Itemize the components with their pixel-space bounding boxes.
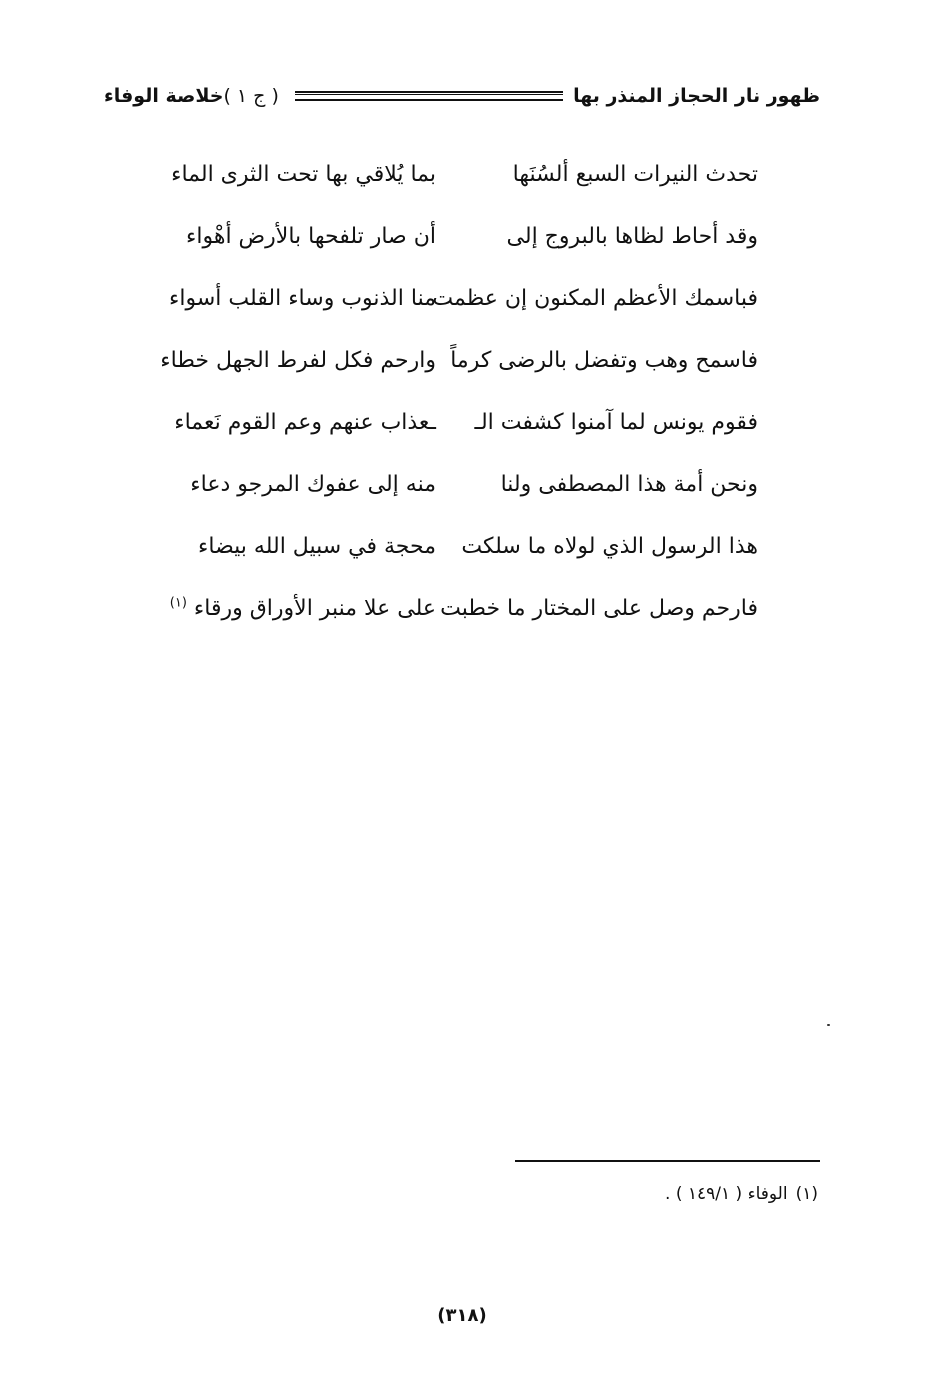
- verse-second-hemistich: وارحم فكل لفرط الجهل خطاء: [160, 348, 436, 373]
- header-volume: ( ج ١ ): [223, 85, 279, 107]
- verse-first-hemistich: تحدث النيرات السبع ألسُنَها: [512, 162, 758, 187]
- verse-first-hemistich: فاسمح وهب وتفضل بالرضى كرماً: [450, 348, 758, 373]
- verse-second-hemistich: ـعذاب عنهم وعم القوم نَعماء: [174, 410, 436, 435]
- poem-verse: [150, 274, 770, 336]
- verse-first-hemistich: فقوم يونس لما آمنوا كشفت الـ: [474, 410, 758, 435]
- verse-first-hemistich: فارحم وصل على المختار ما خطبت: [440, 596, 758, 621]
- poem-verse: [150, 212, 770, 274]
- header-divider: [295, 91, 563, 101]
- verse-second-hemistich: [169, 592, 436, 626]
- verse-second-hemistich: بما يُلاقي بها تحت الثرى الماء: [171, 162, 436, 187]
- verse-second-text: على علا منبر الأوراق ورقاء: [193, 596, 436, 621]
- verse-first-hemistich: وقد أحاط لظاها بالبروج إلى: [506, 224, 758, 249]
- poem-verse: [150, 460, 770, 522]
- verse-second-hemistich: منا الذنوب وساء القلب أسواء: [169, 286, 436, 311]
- verse-second-hemistich: منه إلى عفوك المرجو دعاء: [190, 472, 436, 497]
- scan-speck: [827, 1024, 830, 1026]
- footnote-text: الوفاء ( ١٤٩/١ ) .: [665, 1184, 788, 1204]
- footnote-divider: [515, 1160, 820, 1162]
- poem: [150, 150, 770, 646]
- footnote-reference[interactable]: (١): [169, 595, 187, 611]
- verse-first-hemistich: هذا الرسول الذي لولاه ما سلكت: [461, 534, 758, 559]
- header-book-title: خلاصة الوفاء: [104, 85, 224, 107]
- verse-second-hemistich: أن صار تلفحها بالأرض أهْواء: [186, 224, 436, 249]
- poem-verse: [150, 584, 770, 646]
- header-chapter-title: ظهور نار الحجاز المنذر بها: [573, 85, 820, 107]
- poem-verse: [150, 398, 770, 460]
- verse-second-hemistich: محجة في سبيل الله بيضاء: [198, 534, 436, 559]
- poem-verse: [150, 522, 770, 584]
- poem-verse: [150, 336, 770, 398]
- footnote-marker: (١): [795, 1184, 818, 1204]
- page-number: (٣١٨): [437, 1305, 487, 1326]
- poem-verse: [150, 150, 770, 212]
- verse-first-hemistich: فباسمك الأعظم المكنون إن عظمت: [432, 286, 758, 311]
- footnote: [498, 1180, 818, 1208]
- running-header: [104, 80, 820, 112]
- verse-first-hemistich: ونحن أمة هذا المصطفى ولنا: [500, 472, 758, 497]
